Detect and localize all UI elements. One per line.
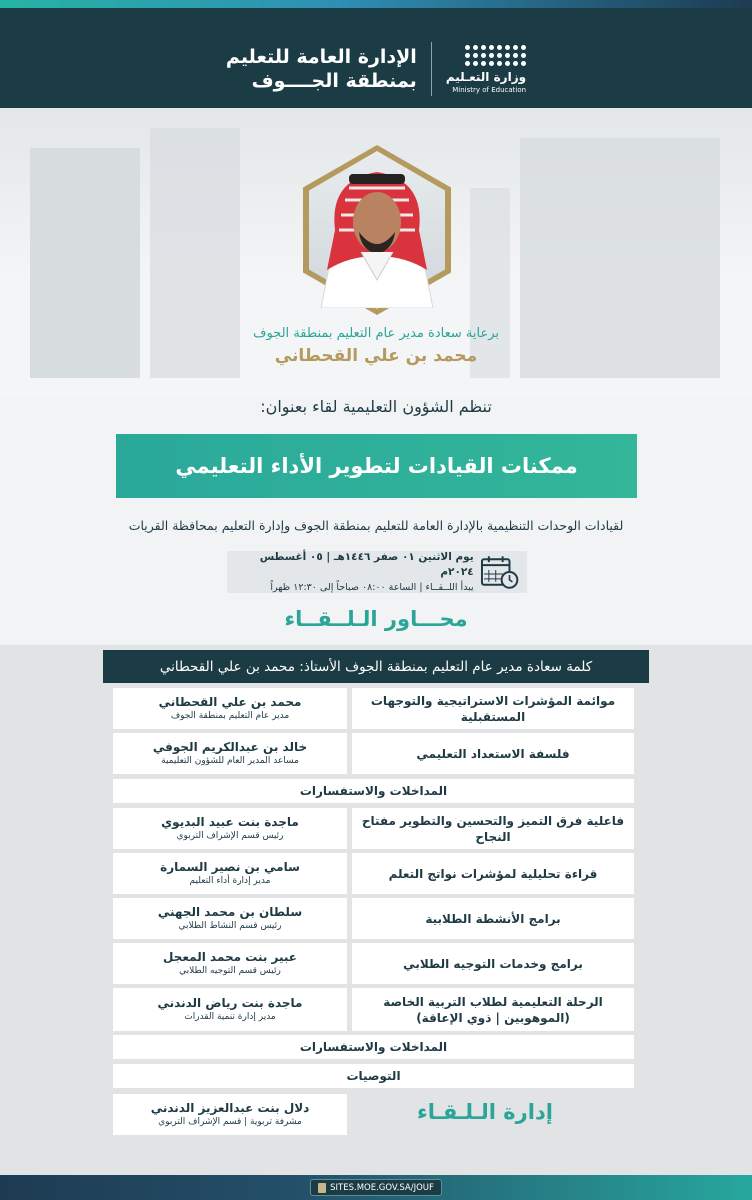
agenda-speaker xyxy=(113,853,347,894)
speaker-role: مساعد المدير العام للشؤون التعليمية xyxy=(161,756,299,766)
event-title: ممكنات القيادات لتطوير الأداء التعليمي xyxy=(175,454,578,478)
agenda-topic xyxy=(352,688,634,729)
ministry-name-en: Ministry of Education xyxy=(452,85,527,94)
audience-text: لقيادات الوحدات التنظيمية بالإدارة العامة للتعليم بمنطقة الجوف وإدارة التعليم بمحافظة القريات xyxy=(128,518,624,533)
portrait-image xyxy=(315,160,439,308)
admin-title xyxy=(226,45,417,93)
recommendations-label: التوصيات xyxy=(346,1069,401,1083)
agenda-topic xyxy=(352,733,634,774)
event-title-banner xyxy=(116,434,637,498)
site-icon xyxy=(318,1183,326,1193)
recommendations-row xyxy=(113,1064,634,1088)
opening-speech-bar xyxy=(103,650,649,683)
speaker-role: مدير إدارة أداء التعليم xyxy=(189,876,271,886)
topic-text: فلسفة الاستعداد التعليمي xyxy=(416,746,570,761)
speaker-role: رئيس قسم النشاط الطلابي xyxy=(178,921,282,931)
topic-text: برامج الأنشطة الطلابية xyxy=(425,911,561,926)
management-title: إدارة الـلـقـاء xyxy=(417,1100,553,1124)
discussion-label: المداخلات والاستفسارات xyxy=(299,784,448,798)
speaker-name: سامي بن نصير السمارة xyxy=(160,860,300,874)
discussion-row xyxy=(113,1035,634,1059)
topic-text: قراءة تحليلية لمؤشرات نواتج التعلم xyxy=(388,866,598,881)
topic-text: موائمة المؤشرات الاستراتيجية والتوجهات المستقبلية xyxy=(370,693,616,724)
discussion-row xyxy=(113,779,634,803)
agenda-speaker xyxy=(113,688,347,729)
management-speaker xyxy=(113,1094,347,1135)
speaker-role: مدير إدارة تنمية القدرات xyxy=(184,1012,276,1022)
agenda-speaker xyxy=(113,988,347,1031)
topic-text: فاعلية فرق التميز والتحسين والتطوير مفتاح النجاح xyxy=(361,813,625,844)
header-divider xyxy=(431,42,432,96)
speaker-role: رئيس قسم الإشراف التربوي xyxy=(176,831,284,841)
manager-role: مشرفة تربوية | قسم الإشراف التربوي xyxy=(158,1117,302,1127)
agenda-speaker xyxy=(113,943,347,984)
agenda-speaker xyxy=(113,808,347,849)
footer-url-badge[interactable] xyxy=(310,1179,442,1196)
intro-text: تنظم الشؤون التعليمية لقاء بعنوان: xyxy=(260,397,492,416)
speaker-role: رئيس قسم التوجيه الطلابي xyxy=(179,966,281,976)
date-line1: يوم الاثنين ٠١ صفر ١٤٤٦هـ | ٠٥ أغسطس ٢٠٢٤م xyxy=(259,550,474,578)
ministry-dots-icon xyxy=(465,45,526,66)
agenda-topic xyxy=(352,853,634,894)
footer-url[interactable]: SITES.MOE.GOV.SA/JOUF xyxy=(330,1182,434,1193)
topic-text: برامج وخدمات التوجيه الطلابي xyxy=(403,956,583,971)
header-bar xyxy=(0,8,752,108)
agenda-topic xyxy=(352,808,634,849)
agenda-topic xyxy=(352,943,634,984)
date-box xyxy=(227,551,527,593)
speaker-name: محمد بن علي القحطاني xyxy=(158,695,302,709)
speaker-role: مدير عام التعليم بمنطقة الجوف xyxy=(170,711,290,721)
building-shape xyxy=(520,138,720,378)
agenda-speaker xyxy=(113,733,347,774)
speaker-name: ماجدة بنت رياض الدندني xyxy=(157,996,303,1010)
discussion-label: المداخلات والاستفسارات xyxy=(299,1040,448,1054)
ministry-logo xyxy=(446,45,526,94)
agenda-topic xyxy=(352,988,634,1031)
agenda-speaker xyxy=(113,898,347,939)
opening-speech-text: كلمة سعادة مدير عام التعليم بمنطقة الجوف الأستاذ: محمد بن علي القحطاني xyxy=(159,658,593,675)
manager-name: دلال بنت عبدالعزيز الدندني xyxy=(150,1101,310,1115)
calendar-clock-icon xyxy=(480,554,519,590)
date-text xyxy=(227,550,474,595)
agenda-topic xyxy=(352,898,634,939)
speaker-name: خالد بن عبدالكريم الجوفي xyxy=(152,740,308,754)
speaker-name: سلطان بن محمد الجهني xyxy=(157,905,303,919)
header-branding xyxy=(0,42,752,96)
top-accent-strip xyxy=(0,0,752,8)
date-line2: يبدأ اللــقــاء | الساعة ٠٨:٠٠ صباحاً إلى ١٢:٣٠ ظهراً xyxy=(270,581,474,593)
speaker-name: ماجدة بنت عبيد البديوي xyxy=(161,815,299,829)
patron-line: برعاية سعادة مدير عام التعليم بمنطقة الجوف xyxy=(252,326,500,341)
ministry-name-ar: وزارة التعـليم xyxy=(445,69,527,84)
axes-title: محـــاور الـلــقــاء xyxy=(284,607,468,631)
admin-title-line1: الإدارة العامة للتعليم xyxy=(225,46,417,68)
admin-title-line2: بمنطقة الجــــوف xyxy=(251,70,417,92)
topic-text: الرحلة التعليمية لطلاب التربية الخاصة (الموهوبين | ذوي الإعاقة) xyxy=(383,994,603,1025)
building-shape xyxy=(30,148,140,378)
patron-name: محمد بن علي القحطاني xyxy=(274,346,478,366)
speaker-name: عبير بنت محمد المعجل xyxy=(163,950,297,964)
